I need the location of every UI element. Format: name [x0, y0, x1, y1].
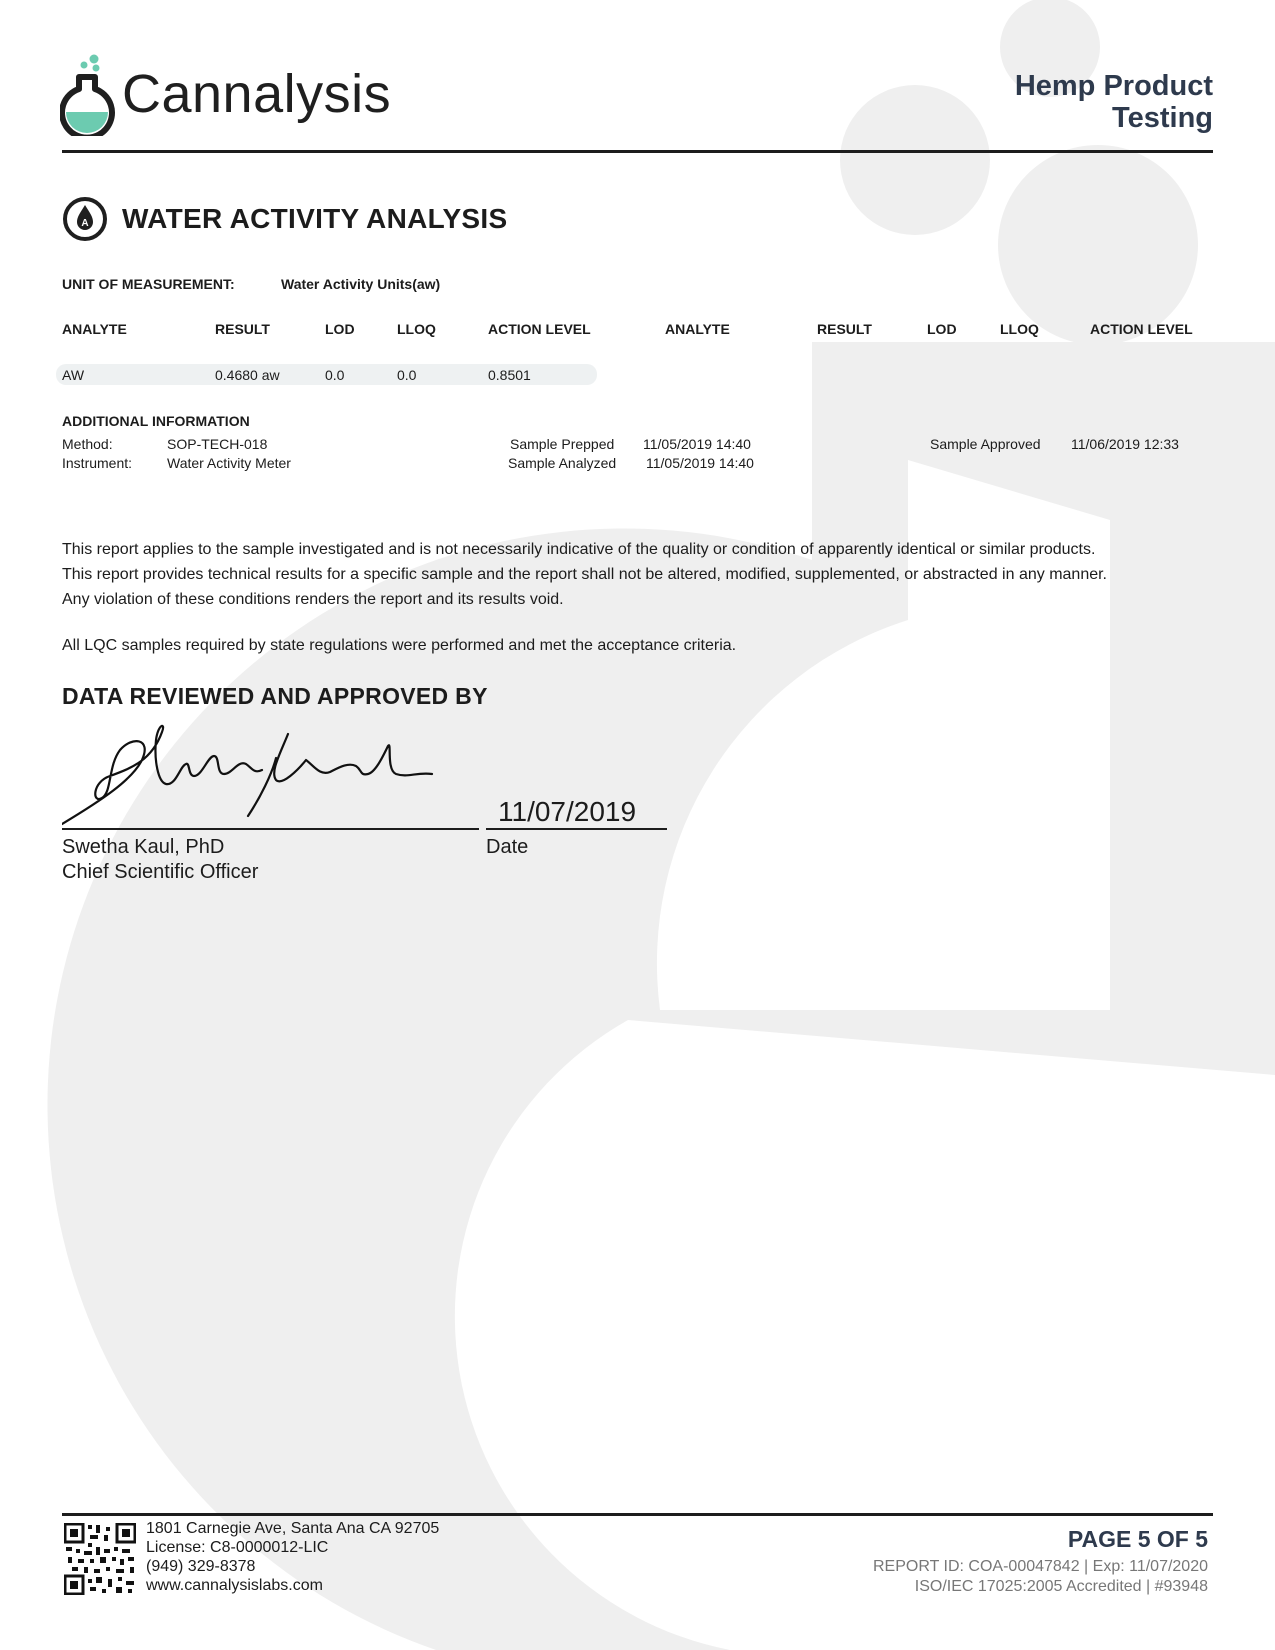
signature-date: 11/07/2019: [498, 796, 637, 827]
cell-lloq: 0.0: [397, 367, 417, 383]
sample-prepped-value: 11/05/2019 14:40: [643, 436, 751, 452]
unit-label: UNIT OF MEASUREMENT:: [62, 276, 235, 292]
logo-wordmark: Cannalysis: [122, 64, 392, 124]
cell-analyte: AW: [62, 367, 85, 383]
svg-text:A: A: [81, 218, 89, 229]
section-heading: [62, 196, 507, 242]
header-result-right: RESULT: [817, 321, 872, 337]
header-action-level-right: ACTION LEVEL: [1090, 321, 1193, 337]
page-number: PAGE 5 OF 5: [1067, 1526, 1208, 1552]
water-drop-icon: [62, 196, 108, 242]
disclaimer-line: This report applies to the sample investigated and is not necessarily indicative of the quality or condition of apparently identical or similar products.: [62, 541, 1096, 558]
section-title: WATER ACTIVITY ANALYSIS: [122, 203, 508, 234]
header-analyte-left: ANALYTE: [62, 321, 127, 337]
cell-result: 0.4680 aw: [215, 367, 280, 383]
disclaimer-line: Any violation of these conditions renders the report and its results void.: [62, 591, 564, 608]
method-value: SOP-TECH-018: [167, 436, 268, 452]
footer-website[interactable]: www.cannalysislabs.com: [146, 1577, 323, 1594]
cell-lod: 0.0: [325, 367, 345, 383]
header-divider: [62, 150, 1213, 153]
footer-divider: [62, 1513, 1213, 1516]
header-lloq-left: LLOQ: [397, 321, 436, 337]
header-result-left: RESULT: [215, 321, 270, 337]
signature-line: [62, 828, 479, 830]
additional-info-title: ADDITIONAL INFORMATION: [62, 413, 250, 429]
company-logo: [60, 52, 391, 136]
approval-title: DATA REVIEWED AND APPROVED BY: [62, 683, 488, 709]
instrument-label: Instrument:: [62, 455, 133, 471]
sample-analyzed-value: 11/05/2019 14:40: [646, 455, 754, 471]
footer-address: 1801 Carnegie Ave, Santa Ana CA 92705: [146, 1520, 440, 1537]
footer-license: License: C8-0000012-LIC: [146, 1539, 329, 1556]
disclaimer-line: This report provides technical results for a specific sample and the report shall not be altered, modified, supplemented, or abstracted in any manner.: [62, 566, 1107, 583]
header-lloq-right: LLOQ: [1000, 321, 1039, 337]
unit-value: Water Activity Units(aw): [281, 276, 441, 292]
cell-action-level: 0.8501: [488, 367, 531, 383]
accreditation: ISO/IEC 17025:2005 Accredited | #93948: [914, 1578, 1208, 1595]
header-action-level-left: ACTION LEVEL: [488, 321, 591, 337]
date-label: Date: [486, 836, 529, 858]
sample-approved-label: Sample Approved: [930, 436, 1041, 452]
report-type-line2: Testing: [1112, 102, 1213, 134]
header-analyte-right: ANALYTE: [665, 321, 730, 337]
header-lod-right: LOD: [927, 321, 957, 337]
date-line: [486, 828, 667, 830]
report-type: [913, 70, 1213, 134]
report-type-line1: Hemp Product: [1014, 70, 1213, 102]
signer-name: Swetha Kaul, PhD: [62, 836, 225, 858]
signer-title: Chief Scientific Officer: [62, 861, 259, 883]
report-id: REPORT ID: COA-00047842 | Exp: 11/07/2020: [872, 1558, 1208, 1575]
sample-analyzed-label: Sample Analyzed: [508, 455, 617, 471]
qr-code: [64, 1523, 136, 1595]
signature: [62, 720, 442, 830]
sample-prepped-label: Sample Prepped: [510, 436, 615, 452]
lqc-note: All LQC samples required by state regulations were performed and met the acceptance criteria.: [62, 637, 737, 654]
flask-logo-icon: [60, 52, 118, 136]
footer-phone: (949) 329-8378: [146, 1558, 256, 1575]
instrument-value: Water Activity Meter: [167, 455, 291, 471]
unit-of-measurement: [62, 276, 441, 292]
disclaimer: [62, 537, 1222, 612]
method-label: Method:: [62, 436, 113, 452]
sample-approved-value: 11/06/2019 12:33: [1071, 436, 1179, 452]
header-lod-left: LOD: [325, 321, 355, 337]
